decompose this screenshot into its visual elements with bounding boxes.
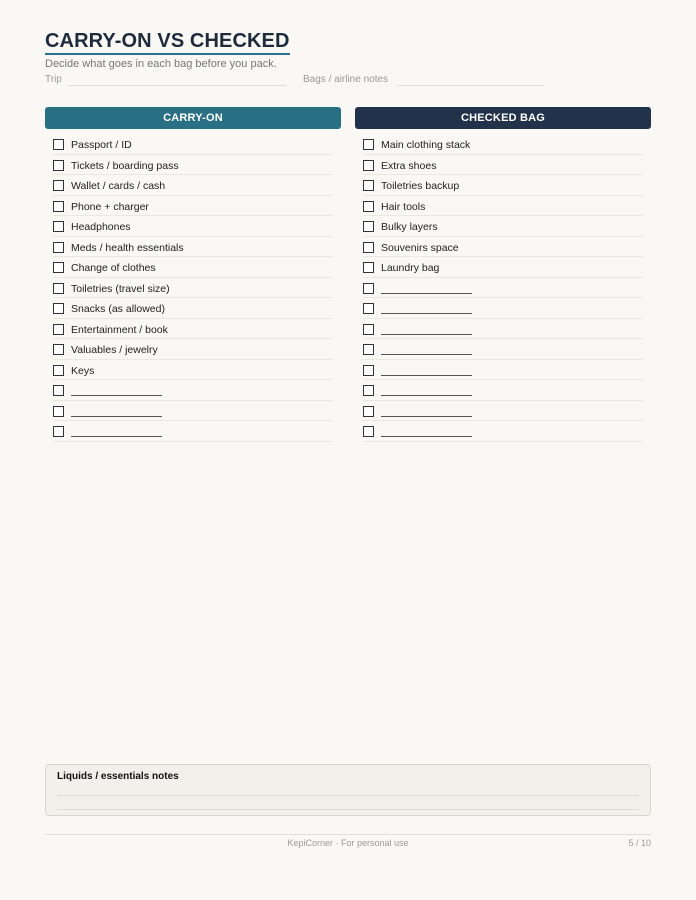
blank-item-field[interactable] xyxy=(71,416,162,417)
checklist-item xyxy=(53,298,333,319)
checklist-item xyxy=(53,155,333,176)
checkbox[interactable] xyxy=(363,365,374,376)
item-label: Tickets / boarding pass xyxy=(71,159,179,172)
item-label: Toiletries (travel size) xyxy=(71,282,170,295)
checklist-item xyxy=(53,380,333,401)
checklist-item xyxy=(363,401,643,422)
checkbox[interactable] xyxy=(363,201,374,212)
blank-item-field[interactable] xyxy=(381,375,472,376)
item-label: Passport / ID xyxy=(71,139,132,151)
blank-item-field[interactable] xyxy=(381,416,472,417)
checkbox[interactable] xyxy=(363,344,374,355)
checkbox[interactable] xyxy=(363,385,374,396)
blank-item-field[interactable] xyxy=(381,436,472,437)
checkbox[interactable] xyxy=(363,283,374,294)
checklist-item xyxy=(363,175,643,196)
item-label: Headphones xyxy=(71,221,131,233)
checkbox[interactable] xyxy=(363,406,374,417)
trip-field[interactable] xyxy=(68,85,286,86)
checklist-item xyxy=(363,360,643,381)
checkbox[interactable] xyxy=(53,365,64,376)
checklist-item xyxy=(363,134,643,155)
page-title: CARRY-ON VS CHECKED xyxy=(45,30,290,55)
checkbox[interactable] xyxy=(53,283,64,294)
item-label: Snacks (as allowed) xyxy=(71,303,165,315)
checklist-item xyxy=(53,134,333,155)
checklist-item xyxy=(363,319,643,340)
trip-label: Trip xyxy=(45,74,62,85)
footer-text: KepiCorner · For personal use xyxy=(287,838,409,848)
item-label: Toiletries backup xyxy=(381,180,460,192)
checked-bag-column xyxy=(355,107,651,442)
item-label: Change of clothes xyxy=(71,262,156,274)
checkbox[interactable] xyxy=(53,344,64,355)
blank-item-field[interactable] xyxy=(381,395,472,396)
item-label: Keys xyxy=(71,364,95,377)
blank-item-field[interactable] xyxy=(381,313,472,314)
checklist-item xyxy=(53,360,333,381)
checklist-item xyxy=(53,257,333,278)
checklist-item xyxy=(363,216,643,237)
bags-notes-field[interactable] xyxy=(397,85,545,86)
blank-item-field[interactable] xyxy=(71,395,162,396)
item-label: Main clothing stack xyxy=(381,139,471,151)
checklist-item xyxy=(363,298,643,319)
checklist-item xyxy=(53,421,333,442)
checklist-item xyxy=(363,237,643,258)
item-label: Wallet / cards / cash xyxy=(71,180,166,192)
carry-on-heading: CARRY-ON xyxy=(45,107,341,129)
meta-row xyxy=(45,74,651,88)
page-subtitle: Decide what goes in each bag before you pack. xyxy=(45,58,277,70)
checkbox[interactable] xyxy=(363,180,374,191)
checkbox[interactable] xyxy=(53,221,64,232)
checkbox[interactable] xyxy=(53,324,64,335)
blank-item-field[interactable] xyxy=(381,293,472,294)
bags-notes-label: Bags / airline notes xyxy=(303,74,389,85)
checklist-item xyxy=(53,175,333,196)
footer-divider xyxy=(45,834,651,835)
checked-bag-list xyxy=(355,134,651,442)
checkbox[interactable] xyxy=(363,139,374,150)
checklist-item xyxy=(363,380,643,401)
checklist-item xyxy=(53,319,333,340)
checklist-item xyxy=(363,339,643,360)
blank-item-field[interactable] xyxy=(381,334,472,335)
item-label: Souvenirs space xyxy=(381,241,459,254)
carry-on-column xyxy=(45,107,341,442)
item-label: Extra shoes xyxy=(381,159,437,172)
checkbox[interactable] xyxy=(53,426,64,437)
checkbox[interactable] xyxy=(53,262,64,273)
checkbox[interactable] xyxy=(53,180,64,191)
notes-title: Liquids / essentials notes xyxy=(57,771,179,782)
checkbox[interactable] xyxy=(53,303,64,314)
checkbox[interactable] xyxy=(363,303,374,314)
liquids-notes-box xyxy=(45,764,651,816)
checklist-item xyxy=(53,401,333,422)
checkbox[interactable] xyxy=(53,160,64,171)
checklist-item xyxy=(363,257,643,278)
checkbox[interactable] xyxy=(363,262,374,273)
checkbox[interactable] xyxy=(53,139,64,150)
checklist-item xyxy=(53,278,333,299)
blank-item-field[interactable] xyxy=(381,354,472,355)
checkbox[interactable] xyxy=(53,385,64,396)
checkbox[interactable] xyxy=(53,406,64,417)
checklist-item xyxy=(363,196,643,217)
item-label: Phone + charger xyxy=(71,200,149,213)
checkbox[interactable] xyxy=(363,242,374,253)
blank-item-field[interactable] xyxy=(71,436,162,437)
item-label: Valuables / jewelry xyxy=(71,344,158,356)
item-label: Laundry bag xyxy=(381,262,440,274)
checklist-item xyxy=(363,421,643,442)
checkbox[interactable] xyxy=(363,324,374,335)
notes-line[interactable] xyxy=(57,809,639,810)
page-number: 5 / 10 xyxy=(628,838,651,848)
item-label: Entertainment / book xyxy=(71,323,168,336)
item-label: Bulky layers xyxy=(381,221,438,233)
checkbox[interactable] xyxy=(363,426,374,437)
notes-line[interactable] xyxy=(57,795,639,796)
item-label: Hair tools xyxy=(381,200,426,213)
item-label: Meds / health essentials xyxy=(71,241,184,254)
checklist-item xyxy=(363,155,643,176)
checkbox[interactable] xyxy=(363,221,374,232)
checklist-item xyxy=(53,237,333,258)
checklist-item xyxy=(53,216,333,237)
checklist-item xyxy=(53,196,333,217)
checked-bag-heading: CHECKED BAG xyxy=(355,107,651,129)
checklist-item xyxy=(53,339,333,360)
carry-on-list xyxy=(45,134,341,442)
checkbox[interactable] xyxy=(53,201,64,212)
checklist-item xyxy=(363,278,643,299)
checkbox[interactable] xyxy=(53,242,64,253)
checkbox[interactable] xyxy=(363,160,374,171)
